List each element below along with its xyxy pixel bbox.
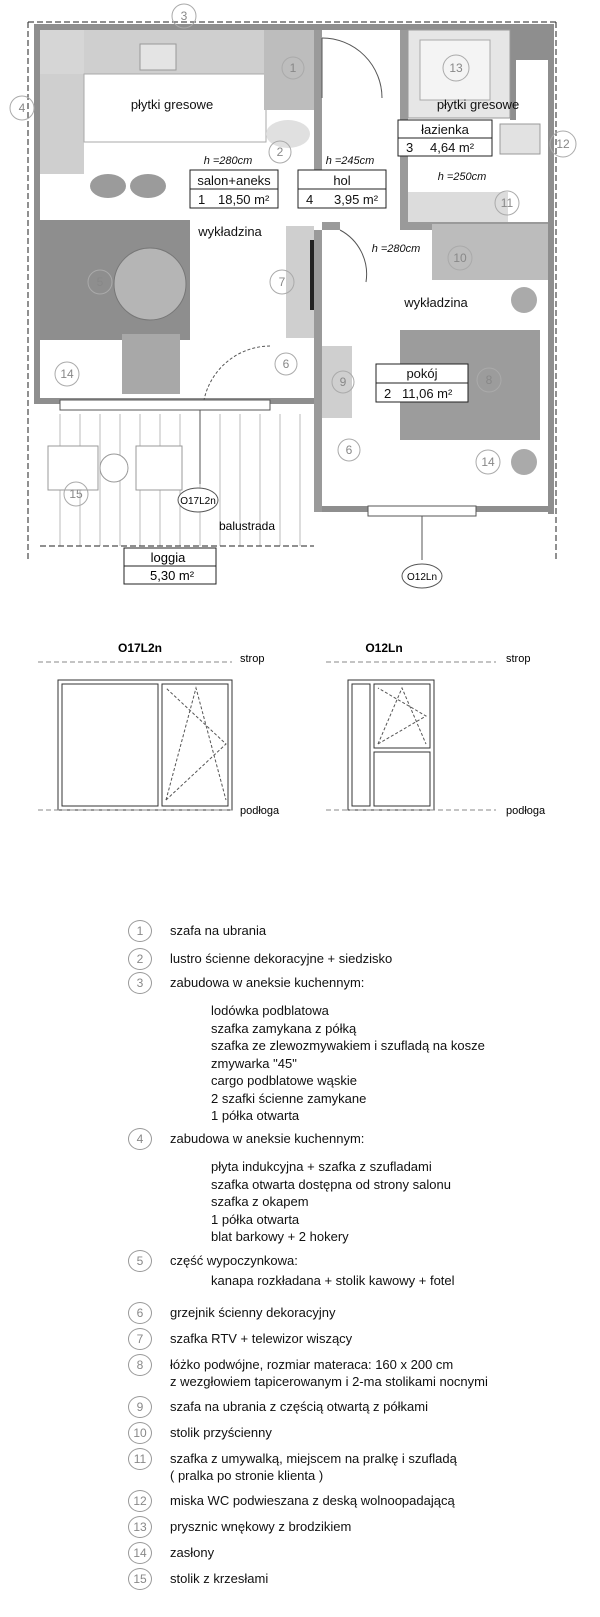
legend-subitem: kanapa rozkładana + stolik kawowy + fotel xyxy=(211,1273,455,1288)
room-num-pokoj: 2 xyxy=(384,386,392,401)
legend-text: łóżko podwójne, rozmiar materaca: 160 x 200 cm xyxy=(170,1357,454,1372)
room-area-hol: 3,95 m² xyxy=(334,192,379,207)
marker-14b: 14 xyxy=(481,455,495,469)
room-num-salon: 1 xyxy=(198,192,206,207)
legend-subitem: szafka otwarta dostępna od strony salonu xyxy=(211,1176,451,1192)
elevation-podloga-left: podłoga xyxy=(240,805,280,817)
legend-text: część wypoczynkowa: xyxy=(170,1253,298,1268)
legend-number: 3 xyxy=(128,972,152,994)
room-name-lazienka: łazienka xyxy=(421,122,469,137)
legend-text: zabudowa w aneksie kuchennym: xyxy=(170,1131,365,1146)
marker-10: 10 xyxy=(453,251,467,265)
legend-number: 7 xyxy=(128,1328,152,1350)
elevation-strop-right: strop xyxy=(506,653,531,665)
legend-number: 6 xyxy=(128,1302,152,1324)
legend-number: 2 xyxy=(128,948,152,970)
room-area-pokoj: 11,06 m² xyxy=(402,386,453,401)
legend-text: stolik z krzesłami xyxy=(170,1571,269,1586)
legend-subitem: szafka ze zlewozmywakiem i szufladą na kosze xyxy=(211,1038,485,1053)
legend-text: grzejnik ścienny dekoracyjny xyxy=(170,1305,336,1320)
room-name-pokoj: pokój xyxy=(406,366,438,381)
room-area-salon: 18,50 m² xyxy=(218,192,270,207)
loggia-name: loggia xyxy=(150,550,186,565)
window-elevations xyxy=(0,630,600,860)
height-salon: h =280cm xyxy=(203,155,253,167)
legend-text: zabudowa w aneksie kuchennym: xyxy=(170,975,365,990)
balustrada-label: balustrada xyxy=(218,519,276,533)
floor-label-kitchen: płytki gresowe xyxy=(130,97,214,112)
legend-subitem: 1 półka otwarta xyxy=(211,1108,300,1123)
loggia-area: 5,30 m² xyxy=(150,568,195,583)
window-tag-o12ln: O12Ln xyxy=(406,572,438,583)
height-hol: h =245cm xyxy=(325,155,375,167)
legend-number: 15 xyxy=(128,1568,152,1590)
legend-number: 1 xyxy=(128,920,152,942)
legend-number: 5 xyxy=(128,1250,152,1272)
legend-number: 13 xyxy=(128,1516,152,1538)
legend-text: miska WC podwieszana z deską wolnoopadającą xyxy=(170,1493,455,1508)
window-tag-o17l2n: O17L2n xyxy=(180,496,216,507)
marker-6a: 6 xyxy=(282,357,290,371)
room-name-salon: salon+aneks xyxy=(197,173,271,188)
marker-13: 13 xyxy=(449,61,463,75)
legend-number: 8 xyxy=(128,1354,152,1376)
legend-text: szafka RTV + telewizor wiszący xyxy=(170,1331,353,1346)
marker-14a: 14 xyxy=(60,367,74,381)
floor-label-bedroom: wykładzina xyxy=(404,295,468,310)
legend-subitem: 1 półka otwarta xyxy=(211,1211,300,1227)
elevation-title-o12ln: O12Ln xyxy=(365,641,403,655)
legend-number: 4 xyxy=(128,1128,152,1150)
legend-text: szafa na ubrania xyxy=(170,923,267,938)
floor-label-bathroom: płytki gresowe xyxy=(436,97,520,112)
legend-number: 10 xyxy=(128,1422,152,1444)
marker-12: 12 xyxy=(556,137,570,151)
height-lazienka: h =250cm xyxy=(437,171,487,183)
legend-text: ( pralka po stronie klienta ) xyxy=(170,1468,324,1483)
height-pokoj: h =280cm xyxy=(371,243,421,255)
legend-text: zasłony xyxy=(170,1545,215,1560)
marker-15: 15 xyxy=(69,487,83,501)
legend-subitem: lodówka podblatowa xyxy=(211,1003,329,1018)
elevation-podloga-right: podłoga xyxy=(506,805,546,817)
marker-5: 5 xyxy=(96,275,104,289)
marker-1: 1 xyxy=(289,61,297,75)
marker-7: 7 xyxy=(278,275,286,289)
room-name-hol: hol xyxy=(333,173,351,188)
marker-4: 4 xyxy=(18,101,26,115)
legend-subitem: szafka z okapem xyxy=(211,1194,309,1209)
room-num-lazienka: 3 xyxy=(406,140,414,155)
legend-number: 14 xyxy=(128,1542,152,1564)
marker-3: 3 xyxy=(180,9,188,23)
legend-subitem: cargo podblatowe wąskie xyxy=(211,1073,357,1088)
legend-subitem: zmywarka "45" xyxy=(211,1055,297,1071)
legend-subitem: blat barkowy + 2 hokery xyxy=(211,1229,349,1244)
room-num-hol: 4 xyxy=(306,192,314,207)
legend-text: prysznic wnękowy z brodzikiem xyxy=(170,1519,352,1534)
marker-8: 8 xyxy=(485,373,493,387)
floor-plan xyxy=(0,0,600,600)
floor-label-living: wykładzina xyxy=(198,224,262,239)
legend-text: lustro ścienne dekoracyjne + siedzisko xyxy=(170,951,393,966)
room-area-lazienka: 4,64 m² xyxy=(430,140,475,155)
legend-number: 12 xyxy=(128,1490,152,1512)
elevation-strop-left: strop xyxy=(240,653,265,665)
legend-subitem: 2 szafki ścienne zamykane xyxy=(211,1090,367,1106)
legend-text: stolik przyścienny xyxy=(170,1425,272,1440)
elevation-title-o17l2n: O17L2n xyxy=(117,641,163,655)
legend-number: 11 xyxy=(128,1448,152,1470)
legend-number: 9 xyxy=(128,1396,152,1418)
marker-11: 11 xyxy=(500,196,514,210)
legend-subitem: szafka zamykana z półką xyxy=(211,1020,357,1036)
legend-subitem: płyta indukcyjna + szafka z szufladami xyxy=(211,1159,432,1174)
legend-text: szafka z umywalką, miejscem na pralkę i szufladą xyxy=(170,1451,457,1466)
marker-9: 9 xyxy=(339,375,347,389)
legend-text: szafa na ubrania z częścią otwartą z półkami xyxy=(170,1399,428,1414)
legend-text: z wezgłowiem tapicerowanym i 2-ma stolikami nocnymi xyxy=(170,1374,488,1389)
marker-6b: 6 xyxy=(345,443,353,457)
marker-2: 2 xyxy=(276,145,284,159)
